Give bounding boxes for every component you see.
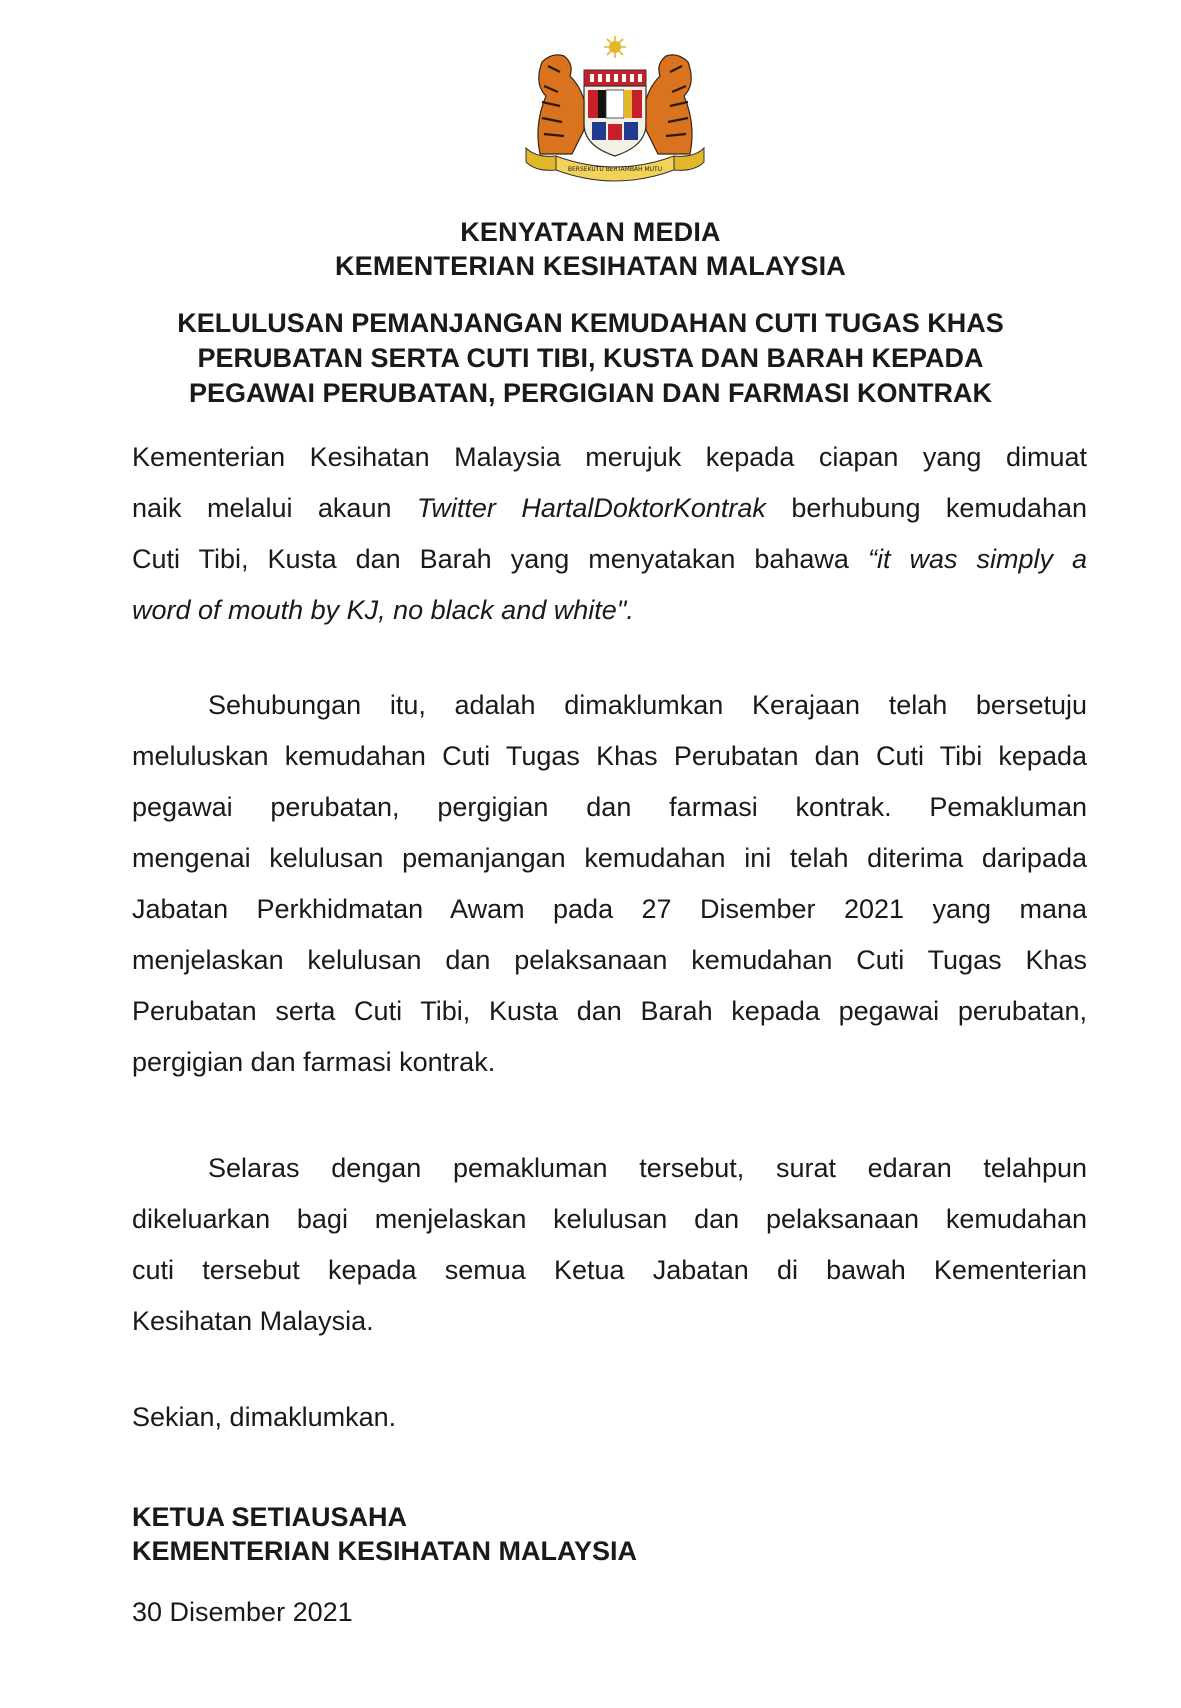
- signatory-title: KETUA SETIAUSAHA: [132, 1502, 408, 1532]
- paragraph-line: dikeluarkan bagi menjelaskan kelulusan dan pelaksanaan kemudahan: [132, 1204, 1087, 1234]
- tiger-right-icon: [646, 55, 692, 154]
- crescent-star-icon: [602, 36, 628, 63]
- signatory-ministry: KEMENTERIAN KESIHATAN MALAYSIA: [132, 1536, 638, 1566]
- title-line: KELULUSAN PEMANJANGAN KEMUDAHAN CUTI TUGAS KHAS: [177, 308, 1004, 338]
- tiger-left-icon: [538, 55, 584, 154]
- paragraph-line: mengenai kelulusan pemanjangan kemudahan ini telah diterima daripada: [132, 843, 1087, 873]
- paragraph-line: meluluskan kemudahan Cuti Tugas Khas Perubatan dan Cuti Tibi kepada: [132, 741, 1087, 771]
- paragraph-2: [132, 680, 1087, 1088]
- paragraph-line: [132, 585, 1087, 636]
- statement-title: [120, 306, 1061, 411]
- paragraph-line: Perubatan serta Cuti Tibi, Kusta dan Barah kepada pegawai perubatan,: [132, 996, 1087, 1026]
- shield-icon: [584, 70, 646, 156]
- paragraph-line: menjelaskan kelulusan dan pelaksanaan kemudahan Cuti Tugas Khas: [132, 945, 1087, 975]
- paragraph-line: Cuti Tibi, Kusta dan Barah yang menyatakan bahawa “it was simply a: [132, 544, 1088, 574]
- paragraph-line: Sehubungan itu, adalah dimaklumkan Kerajaan telah bersetuju: [208, 690, 1087, 720]
- signatory-block: [132, 1500, 637, 1568]
- media-statement-heading: KENYATAAN MEDIA: [460, 217, 721, 247]
- paragraph-line: pergigian dan farmasi kontrak.: [132, 1047, 496, 1077]
- title-line: PERUBATAN SERTA CUTI TIBI, KUSTA DAN BARAH KEPADA: [197, 343, 984, 373]
- paragraph-line: naik melalui akaun Twitter HartalDoktorKontrak berhubung kemudahan: [132, 493, 1087, 523]
- quoted-text: “it was simply a: [867, 544, 1088, 574]
- paragraph-1: [132, 432, 1087, 636]
- paragraph-3: [132, 1143, 1087, 1347]
- paragraph-line: Selaras dengan pemakluman tersebut, surat edaran telahpun: [208, 1153, 1087, 1183]
- quoted-text: word of mouth by KJ, no black and white".: [132, 595, 634, 625]
- ministry-heading: KEMENTERIAN KESIHATAN MALAYSIA: [334, 251, 847, 281]
- paragraph-line: Jabatan Perkhidmatan Awam pada 27 Disember 2021 yang mana: [132, 894, 1087, 924]
- paragraph-line: pegawai perubatan, pergigian dan farmasi kontrak. Pemakluman: [132, 792, 1087, 822]
- twitter-account-name: Twitter HartalDoktorKontrak: [416, 493, 766, 523]
- closing-line: Sekian, dimaklumkan.: [132, 1402, 397, 1432]
- svg-text:BERSEKUTU BERTAMBAH MUTU: BERSEKUTU BERTAMBAH MUTU: [567, 166, 663, 173]
- title-line: PEGAWAI PERUBATAN, PERGIGIAN DAN FARMASI KONTRAK: [188, 378, 993, 408]
- paragraph-line: Kesihatan Malaysia.: [132, 1306, 374, 1336]
- paragraph-line: Kementerian Kesihatan Malaysia merujuk kepada ciapan yang dimuat: [132, 442, 1087, 472]
- statement-date: 30 Disember 2021: [132, 1597, 353, 1627]
- paragraph-line: cuti tersebut kepada semua Ketua Jabatan di bawah Kementerian: [132, 1255, 1087, 1285]
- coat-of-arms-logo: [518, 36, 712, 184]
